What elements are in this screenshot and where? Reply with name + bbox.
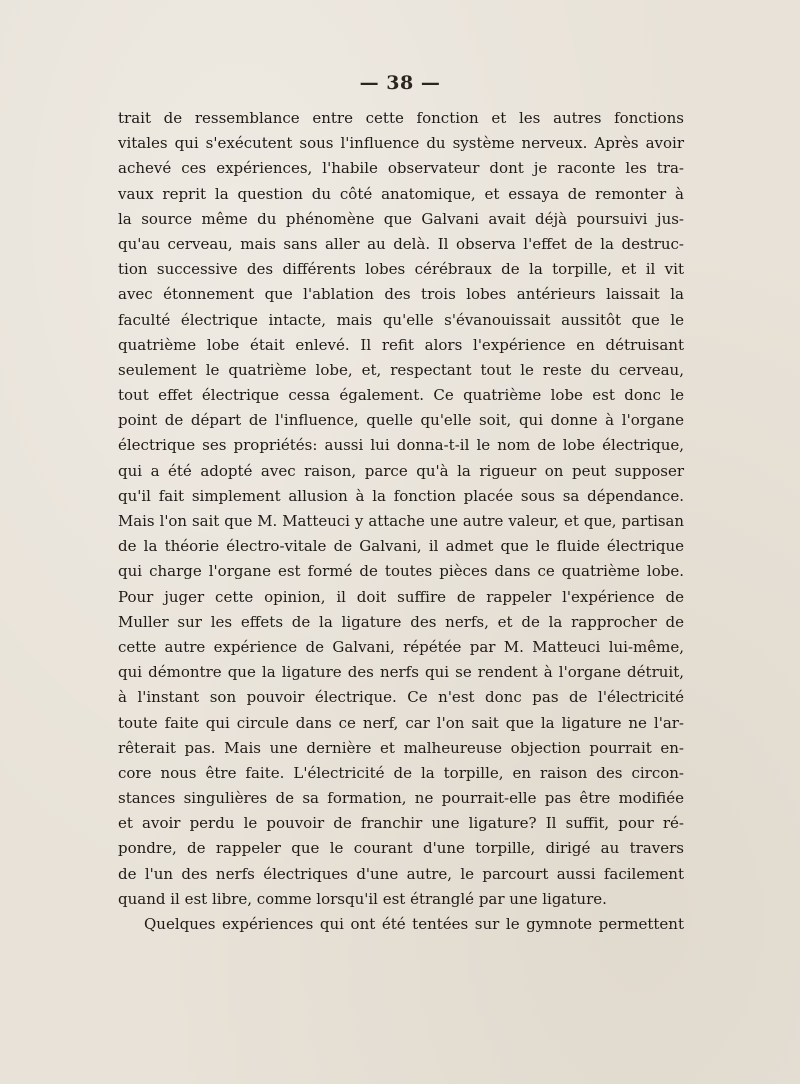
text-line: tion successive des différents lobes cérébraux de la torpille, et il vit bbox=[118, 260, 684, 279]
text-line: de l'un des nerfs électriques d'une autre, le parcourt aussi facilement bbox=[118, 864, 684, 883]
text-line: vitales qui s'exécutent sous l'influence du système nerveux. Après avoir bbox=[118, 134, 684, 153]
text-line: toute faite qui circule dans ce nerf, car l'on sait que la ligature ne l'ar- bbox=[118, 713, 684, 732]
paragraph bbox=[118, 106, 684, 912]
text-line: point de départ de l'influence, quelle qu'elle soit, qui donne à l'organe bbox=[118, 411, 684, 430]
text-line: de la théorie électro-vitale de Galvani, il admet que le fluide électrique bbox=[118, 537, 684, 556]
text-line: à l'instant son pouvoir électrique. Ce n'est donc pas de l'électricité bbox=[118, 688, 684, 707]
text-line: faculté électrique intacte, mais qu'elle s'évanouissait aussitôt que le bbox=[118, 310, 684, 329]
paragraph bbox=[118, 912, 684, 937]
text-line: Muller sur les effets de la ligature des nerfs, et de la rapprocher de bbox=[118, 612, 684, 631]
text-line: qui charge l'organe est formé de toutes pièces dans ce quatrième lobe. bbox=[118, 562, 684, 581]
text-line: la source même du phénomène que Galvani avait déjà poursuivi jus- bbox=[118, 209, 684, 228]
page-number: — 38 — bbox=[359, 72, 441, 94]
text-line: trait de ressemblance entre cette fonction et les autres fonctions bbox=[118, 109, 684, 127]
text-line: qui démontre que la ligature des nerfs qui se rendent à l'organe détruit, bbox=[118, 663, 684, 682]
text-line: électrique ses propriétés: aussi lui donna-t-il le nom de lobe électrique, bbox=[118, 436, 684, 455]
text-line: tout effet électrique cessa également. Ce quatrième lobe est donc le bbox=[118, 386, 684, 405]
text-line: quatrième lobe était enlevé. Il refit alors l'expérience en détruisant bbox=[118, 335, 684, 354]
text-line: Quelques expériences qui ont été tentées sur le gymnote permettent bbox=[144, 915, 684, 933]
text-line: et avoir perdu le pouvoir de franchir une ligature? Il suffit, pour ré- bbox=[118, 814, 684, 833]
text-line: quand il est libre, comme lorsqu'il est étranglé par une ligature. bbox=[118, 889, 607, 908]
text-line: rêterait pas. Mais une dernière et malheureuse objection pourrait en- bbox=[118, 738, 684, 757]
body-text bbox=[118, 106, 684, 937]
text-line: achevé ces expériences, l'habile observateur dont je raconte les tra- bbox=[118, 159, 684, 178]
text-line: qu'au cerveau, mais sans aller au delà. Il observa l'effet de la destruc- bbox=[118, 234, 684, 253]
text-line: cette autre expérience de Galvani, répétée par M. Matteuci lui-même, bbox=[118, 637, 684, 656]
text-line: Pour juger cette opinion, il doit suffire de rappeler l'expérience de bbox=[118, 587, 684, 606]
text-line: avec étonnement que l'ablation des trois lobes antérieurs laissait la bbox=[118, 285, 684, 304]
text-line: Mais l'on sait que M. Matteuci y attache une autre valeur, et que, partisan bbox=[118, 512, 684, 530]
text-line: stances singulières de sa formation, ne pourrait-elle pas être modifiée bbox=[118, 789, 684, 808]
text-line: pondre, de rappeler que le courant d'une torpille, dirigé au travers bbox=[118, 839, 684, 858]
text-line: seulement le quatrième lobe, et, respectant tout le reste du cerveau, bbox=[118, 360, 684, 379]
text-line: qu'il fait simplement allusion à la fonction placée sous sa dépendance. bbox=[118, 486, 684, 505]
text-line: core nous être faite. L'électricité de la torpille, en raison des circon- bbox=[118, 763, 684, 782]
text-line: vaux reprit la question du côté anatomique, et essaya de remonter à bbox=[118, 184, 684, 203]
text-line: qui a été adopté avec raison, parce qu'à la rigueur on peut supposer bbox=[118, 461, 684, 480]
